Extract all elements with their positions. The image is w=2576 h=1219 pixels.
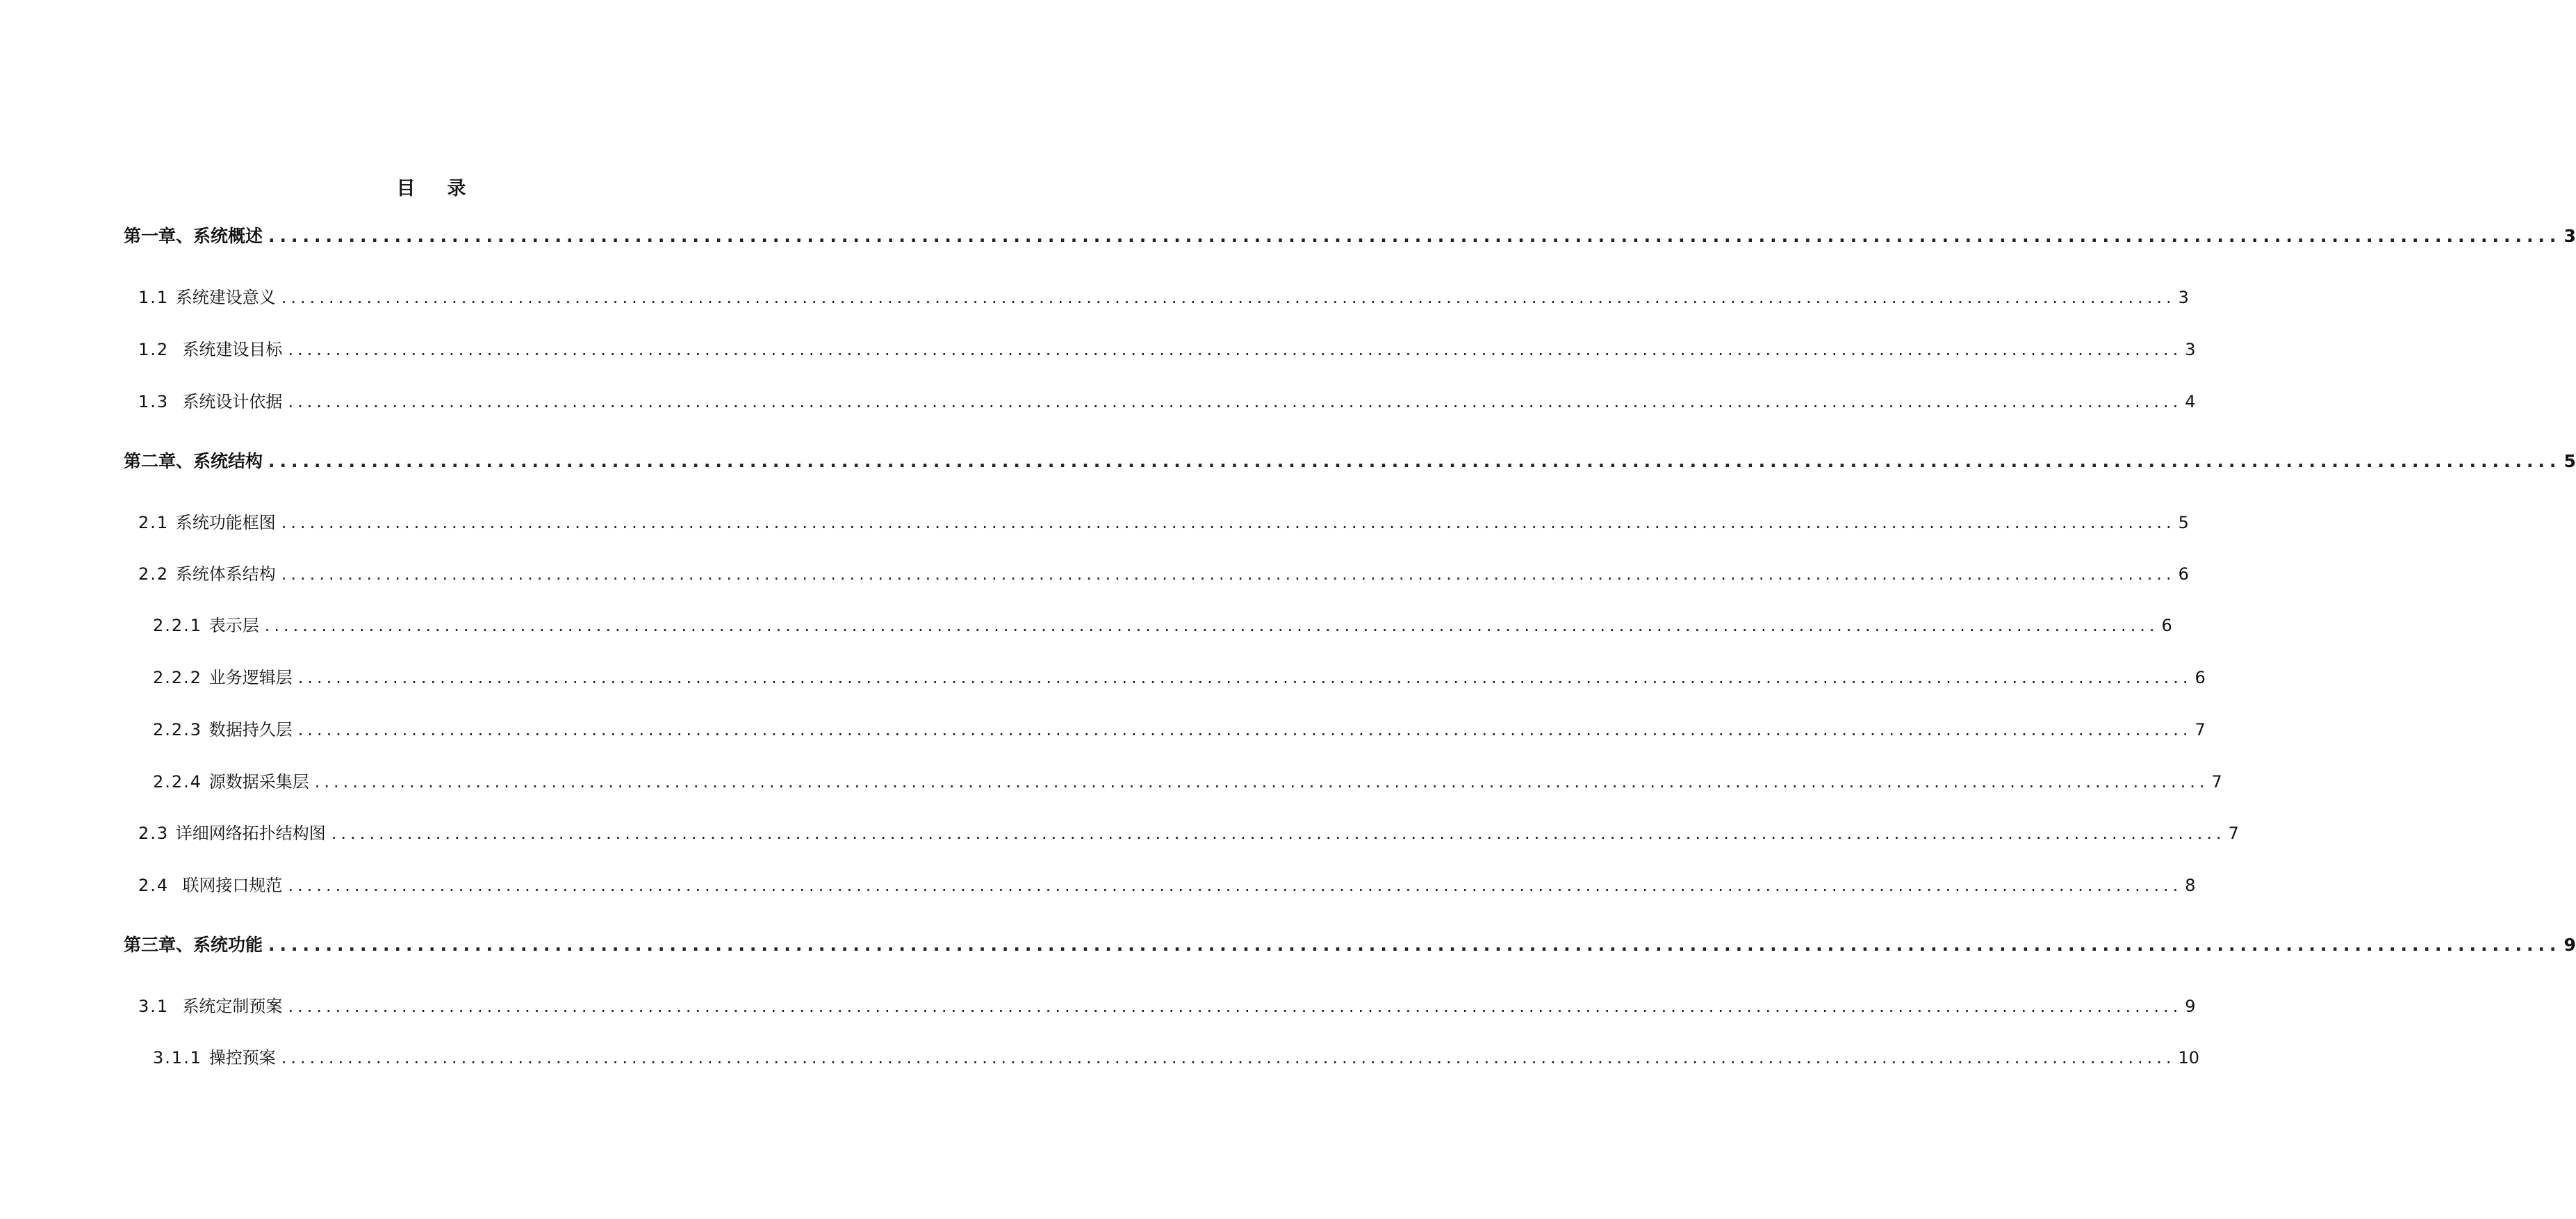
toc-entry-page-number: 3 <box>2178 288 2189 307</box>
toc-entry-page-number: 7 <box>2211 772 2222 792</box>
toc-entry-page-number: 7 <box>2194 720 2206 739</box>
toc-entry-page-number: 9 <box>2563 935 2576 955</box>
toc-entry-page-number: 9 <box>2185 997 2196 1016</box>
toc-entry-section[interactable] <box>138 284 2189 311</box>
toc-entry-subsection[interactable] <box>153 1044 2200 1072</box>
toc-entry-number: 3.1 <box>138 997 183 1016</box>
toc-entry-page-number: 6 <box>2178 564 2189 584</box>
toc-entry-title: 系统建设意义 <box>175 288 276 307</box>
toc-dot-leader: ........................................................................................................................................................................................................ <box>268 451 2561 471</box>
toc-entry-title: 系统体系结构 <box>175 564 276 584</box>
toc-entry-page-number: 8 <box>2185 876 2196 895</box>
toc-entry-subsection[interactable] <box>153 612 2172 639</box>
toc-entry-title: 操控预案 <box>208 1048 276 1067</box>
toc-entry-title: 业务逻辑层 <box>208 668 293 687</box>
toc-entry-subsection[interactable] <box>153 716 2206 744</box>
toc-entry-title: 表示层 <box>208 616 259 635</box>
toc-entry-title: 系统功能框图 <box>175 513 276 532</box>
toc-dot-leader: ........................................................................................................................................................................................................ <box>288 997 2183 1016</box>
toc-dot-leader: ........................................................................................................................................................................................................ <box>281 513 2176 532</box>
toc-entry-number: 2.1 <box>138 513 176 532</box>
toc-entry-page-number: 7 <box>2228 824 2239 843</box>
toc-entry-title: 源数据采集层 <box>208 772 309 792</box>
toc-entry-number: 2.4 <box>138 876 183 895</box>
toc-entry-title: 第一章、系统概述 <box>124 226 263 246</box>
toc-entry-section[interactable] <box>138 336 2196 363</box>
toc-entry-section[interactable] <box>138 560 2189 588</box>
toc-entry-title: 详细网络拓扑结构图 <box>175 824 326 843</box>
toc-dot-leader: ........................................................................................................................................................................................................ <box>281 288 2176 307</box>
toc-entry-section[interactable] <box>138 872 2196 899</box>
toc-dot-leader: ........................................................................................................................................................................................................ <box>281 1048 2176 1067</box>
toc-entry-page-number: 3 <box>2185 340 2196 359</box>
toc-entry-title: 第二章、系统结构 <box>124 451 263 471</box>
toc-entry-chapter[interactable] <box>124 222 2576 250</box>
toc-entry-page-number: 6 <box>2194 668 2206 687</box>
toc-entry-chapter[interactable] <box>124 931 2576 959</box>
toc-dot-leader: ........................................................................................................................................................................................................ <box>288 340 2183 359</box>
toc-entry-section[interactable] <box>138 388 2196 416</box>
toc-dot-leader: ........................................................................................................................................................................................................ <box>264 616 2159 635</box>
toc-entry-section[interactable] <box>138 819 2239 847</box>
toc-entry-section[interactable] <box>138 992 2196 1020</box>
toc-entry-title: 系统设计依据 <box>182 392 283 411</box>
toc-entry-number: 2.2 <box>138 564 176 584</box>
toc-entry-number: 3.1.1 <box>153 1048 209 1067</box>
toc-entry-page-number: 5 <box>2563 451 2576 471</box>
toc-entry-title: 系统定制预案 <box>182 997 283 1016</box>
toc-entry-page-number: 3 <box>2563 226 2576 246</box>
toc-dot-leader: ........................................................................................................................................................................................................ <box>314 772 2209 792</box>
toc-entry-chapter[interactable] <box>124 448 2576 475</box>
toc-dot-leader: ........................................................................................................................................................................................................ <box>268 935 2561 955</box>
toc-title: 目录 <box>396 178 498 199</box>
toc-entry-subsection[interactable] <box>153 664 2206 692</box>
toc-entry-number: 2.3 <box>138 824 176 843</box>
toc-entry-number: 2.2.2 <box>153 668 209 687</box>
toc-entry-subsection[interactable] <box>153 768 2222 796</box>
toc-entry-title: 数据持久层 <box>208 720 293 739</box>
toc-entry-title: 联网接口规范 <box>182 876 283 895</box>
toc-entry-number: 2.2.3 <box>153 720 209 739</box>
toc-entry-page-number: 4 <box>2185 392 2196 411</box>
toc-dot-leader: ........................................................................................................................................................................................................ <box>288 392 2183 411</box>
toc-entry-title: 第三章、系统功能 <box>124 935 263 955</box>
toc-entry-section[interactable] <box>138 509 2189 537</box>
toc-entry-number: 2.2.4 <box>153 772 209 792</box>
toc-dot-leader: ........................................................................................................................................................................................................ <box>288 876 2183 895</box>
toc-dot-leader: ........................................................................................................................................................................................................ <box>331 824 2226 843</box>
toc-entry-number: 1.3 <box>138 392 183 411</box>
toc-dot-leader: ........................................................................................................................................................................................................ <box>297 720 2192 739</box>
toc-dot-leader: ........................................................................................................................................................................................................ <box>297 668 2192 687</box>
toc-entry-page-number: 5 <box>2178 513 2189 532</box>
toc-dot-leader: ........................................................................................................................................................................................................ <box>268 226 2561 246</box>
toc-entry-page-number: 10 <box>2178 1048 2200 1067</box>
toc-entry-number: 1.2 <box>138 340 183 359</box>
toc-entry-number: 1.1 <box>138 288 176 307</box>
toc-entry-title: 系统建设目标 <box>182 340 283 359</box>
toc-dot-leader: ........................................................................................................................................................................................................ <box>281 564 2176 584</box>
toc-entry-number: 2.2.1 <box>153 616 209 635</box>
toc-entry-page-number: 6 <box>2161 616 2172 635</box>
